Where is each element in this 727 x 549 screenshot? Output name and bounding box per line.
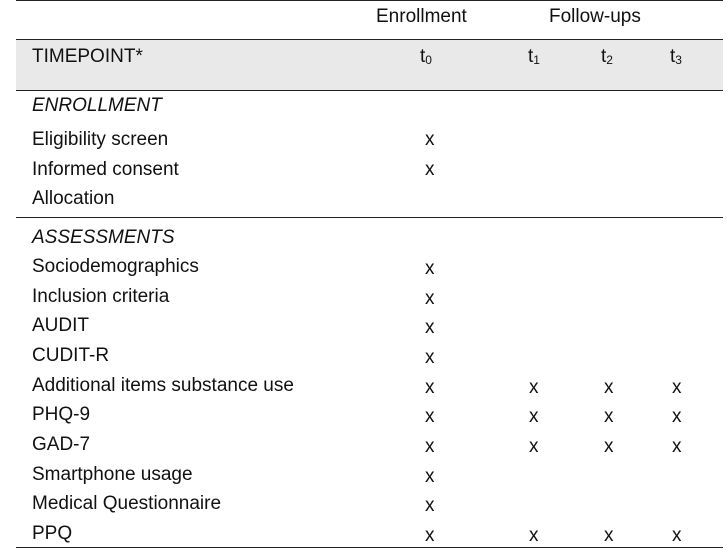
row-label: GAD-7: [32, 434, 91, 455]
cell-mark: x: [425, 288, 435, 309]
cell-mark: x: [529, 406, 539, 427]
cell-mark: x: [425, 525, 435, 546]
row-label: Eligibility screen: [32, 129, 169, 150]
section-rule: [16, 217, 723, 218]
section-title-enrollment: ENROLLMENT: [32, 95, 162, 116]
cell-mark: x: [604, 406, 614, 427]
cell-mark: x: [425, 495, 435, 516]
cell-mark: x: [672, 406, 682, 427]
cell-mark: x: [425, 406, 435, 427]
cell-mark: x: [604, 436, 614, 457]
row-label: CUDIT-R: [32, 345, 110, 366]
cell-mark: x: [672, 436, 682, 457]
cell-mark: x: [425, 466, 435, 487]
timepoint-t1: $t_1$: [528, 46, 540, 67]
cell-mark: x: [604, 525, 614, 546]
row-label: Inclusion criteria: [32, 286, 170, 307]
row-label: Additional items substance use: [32, 375, 294, 396]
cell-mark: x: [529, 377, 539, 398]
timepoint-t2: $t_2$: [601, 46, 613, 67]
row-label: Smartphone usage: [32, 464, 193, 485]
row-label: PHQ-9: [32, 404, 91, 425]
timepoint-t3: $t_3$: [670, 46, 682, 67]
cell-mark: x: [672, 525, 682, 546]
cell-mark: x: [425, 258, 435, 279]
enrollment-group-header: Enrollment: [376, 6, 467, 27]
cell-mark: x: [604, 377, 614, 398]
timepoint-label: TIMEPOINT*: [32, 46, 143, 67]
cell-mark: x: [425, 436, 435, 457]
section-title-assessments: ASSESSMENTS: [32, 227, 175, 248]
top-rule: [16, 0, 723, 1]
row-label: Medical Questionnaire: [32, 493, 222, 514]
cell-mark: x: [425, 159, 435, 180]
cell-mark: x: [425, 317, 435, 338]
row-label: Informed consent: [32, 159, 179, 180]
cell-mark: x: [425, 377, 435, 398]
cell-mark: x: [529, 436, 539, 457]
row-label: PPQ: [32, 523, 73, 544]
timepoint-rule: [16, 90, 723, 91]
row-label: AUDIT: [32, 315, 89, 336]
bottom-rule: [16, 547, 723, 548]
row-label: Sociodemographics: [32, 256, 199, 277]
cell-mark: x: [672, 377, 682, 398]
cell-mark: x: [425, 347, 435, 368]
cell-mark: x: [425, 129, 435, 150]
cell-mark: x: [529, 525, 539, 546]
followups-group-header: Follow-ups: [549, 6, 641, 27]
timepoint-t0: $t_0$: [420, 46, 432, 67]
row-label: Allocation: [32, 188, 115, 209]
